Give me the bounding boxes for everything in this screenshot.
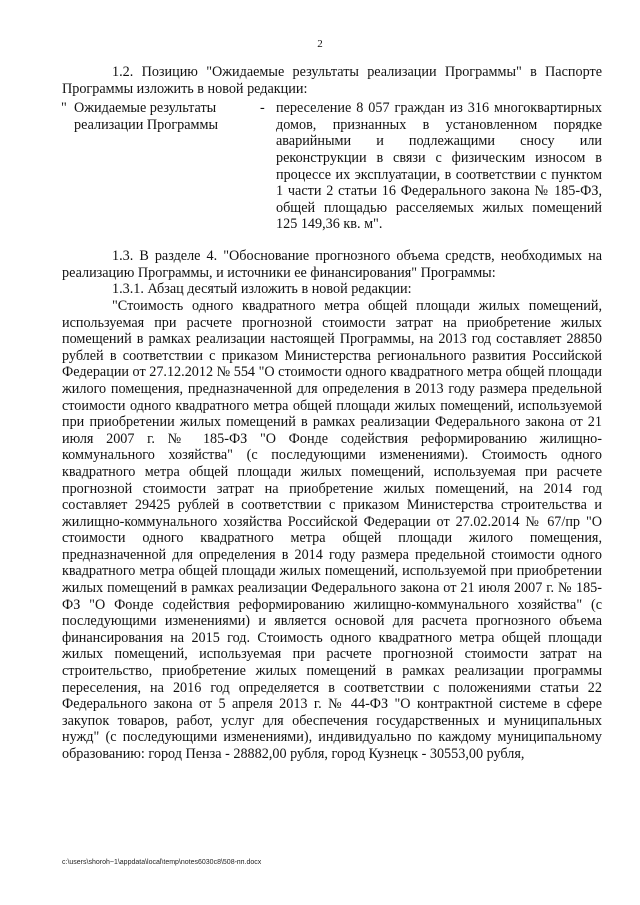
section-1-3-heading: 1.3. В разделе 4. "Обоснование прогнозного объема средств, необходимых на реализацию Программы, и источники ее финансирования" Программы: — [62, 248, 602, 281]
page-number: 2 — [317, 38, 323, 50]
passport-position-block — [62, 98, 602, 248]
section-1-2-intro: 1.2. Позицию "Ожидаемые результаты реализации Программы" в Паспорте Программы изложить в новой редакции: — [62, 64, 602, 97]
passport-position-text: переселение 8 057 граждан из 316 многоквартирных домов, признанных в установленном порядке аварийными и подлежащими сносу или реконструкции в связи с физическим износом в процессе их эксплуатации, в соответствии с пунктом 1 части 2 статьи 16 Федерального закона № 185-ФЗ, общей площадью расселяемых жилых помещений 125 149,36 кв. м". — [276, 100, 602, 233]
footer-file-path: c:\users\shoroh~1\appdata\local\temp\notes6030c8\508-пп.docx — [62, 859, 262, 866]
passport-dash: - — [260, 100, 265, 117]
section-1-3-1-paragraph: "Стоимость одного квадратного метра общей площади жилых помещений, используемая при расчете прогнозной стоимости затрат на приобретение жилых помещений в рамках реализации настоящей Программы, на 2013 год составляет 28850 рублей в соответствии с приказом Министерства регионального развития Российской Федерации от 27.12.2012 № 554 "О стоимости одного квадратного метра общей площади жилого помещения, предназначенной для определения в 2013 году размера предельной стоимости одного квадратного метра общей площади жилых помещений, используемой при приобретении жилых помещений в рамках реализации Федерального закона от 21 июля 2007 г. № 185-ФЗ "О Фонде содействия реформированию жилищно-коммунального хозяйства" (с последующими изменениями). Стоимость одного квадратного метра общей площади жилых помещений, используемая при расчете прогнозной стоимости затрат на приобретение жилых помещений, на 2014 год составляет 29425 рублей в соответствии с приказом Министерства строительства и жилищно-коммунального хозяйства Российской Федерации от 27.02.2014 № 67/пр "О стоимости одного квадратного метра общей площади жилого помещения, предназначенной для определения в 2014 году размера предельной стоимости одного квадратного метра общей площади жилых помещений, используемой при приобретении жилых помещений в рамках реализации Федерального закона от 21 июля 2007 г. № 185-ФЗ "О Фонде содействия реформированию жилищно-коммунального хозяйства" (с последующими изменениями) и является основой для расчета прогнозного объема финансирования на 2015 год. Стоимость одного квадратного метра общей площади жилых помещений, используемая при расчете прогнозной стоимости затрат на строительство, приобретение жилых помещений в рамках реализации программы переселения, на 2016 год определяется в соответствии с положениями статьи 22 Федерального закона от 5 апреля 2013 г. № 44-ФЗ "О контрактной системе в сфере закупок товаров, работ, услуг для обеспечения государственных и муниципальных нужд" (с последующими изменениями), индивидуально по каждому муниципальному образованию: город Пенза - 28882,00 рубля, город Кузнецк - 30553,00 рубля, — [62, 297, 602, 762]
section-1-3-1-subheading: 1.3.1. Абзац десятый изложить в новой редакции: — [112, 281, 412, 298]
document-body — [62, 64, 602, 763]
opening-quote: " — [61, 100, 67, 117]
passport-position-title: Ожидаемые результаты реализации Программы — [74, 100, 219, 133]
